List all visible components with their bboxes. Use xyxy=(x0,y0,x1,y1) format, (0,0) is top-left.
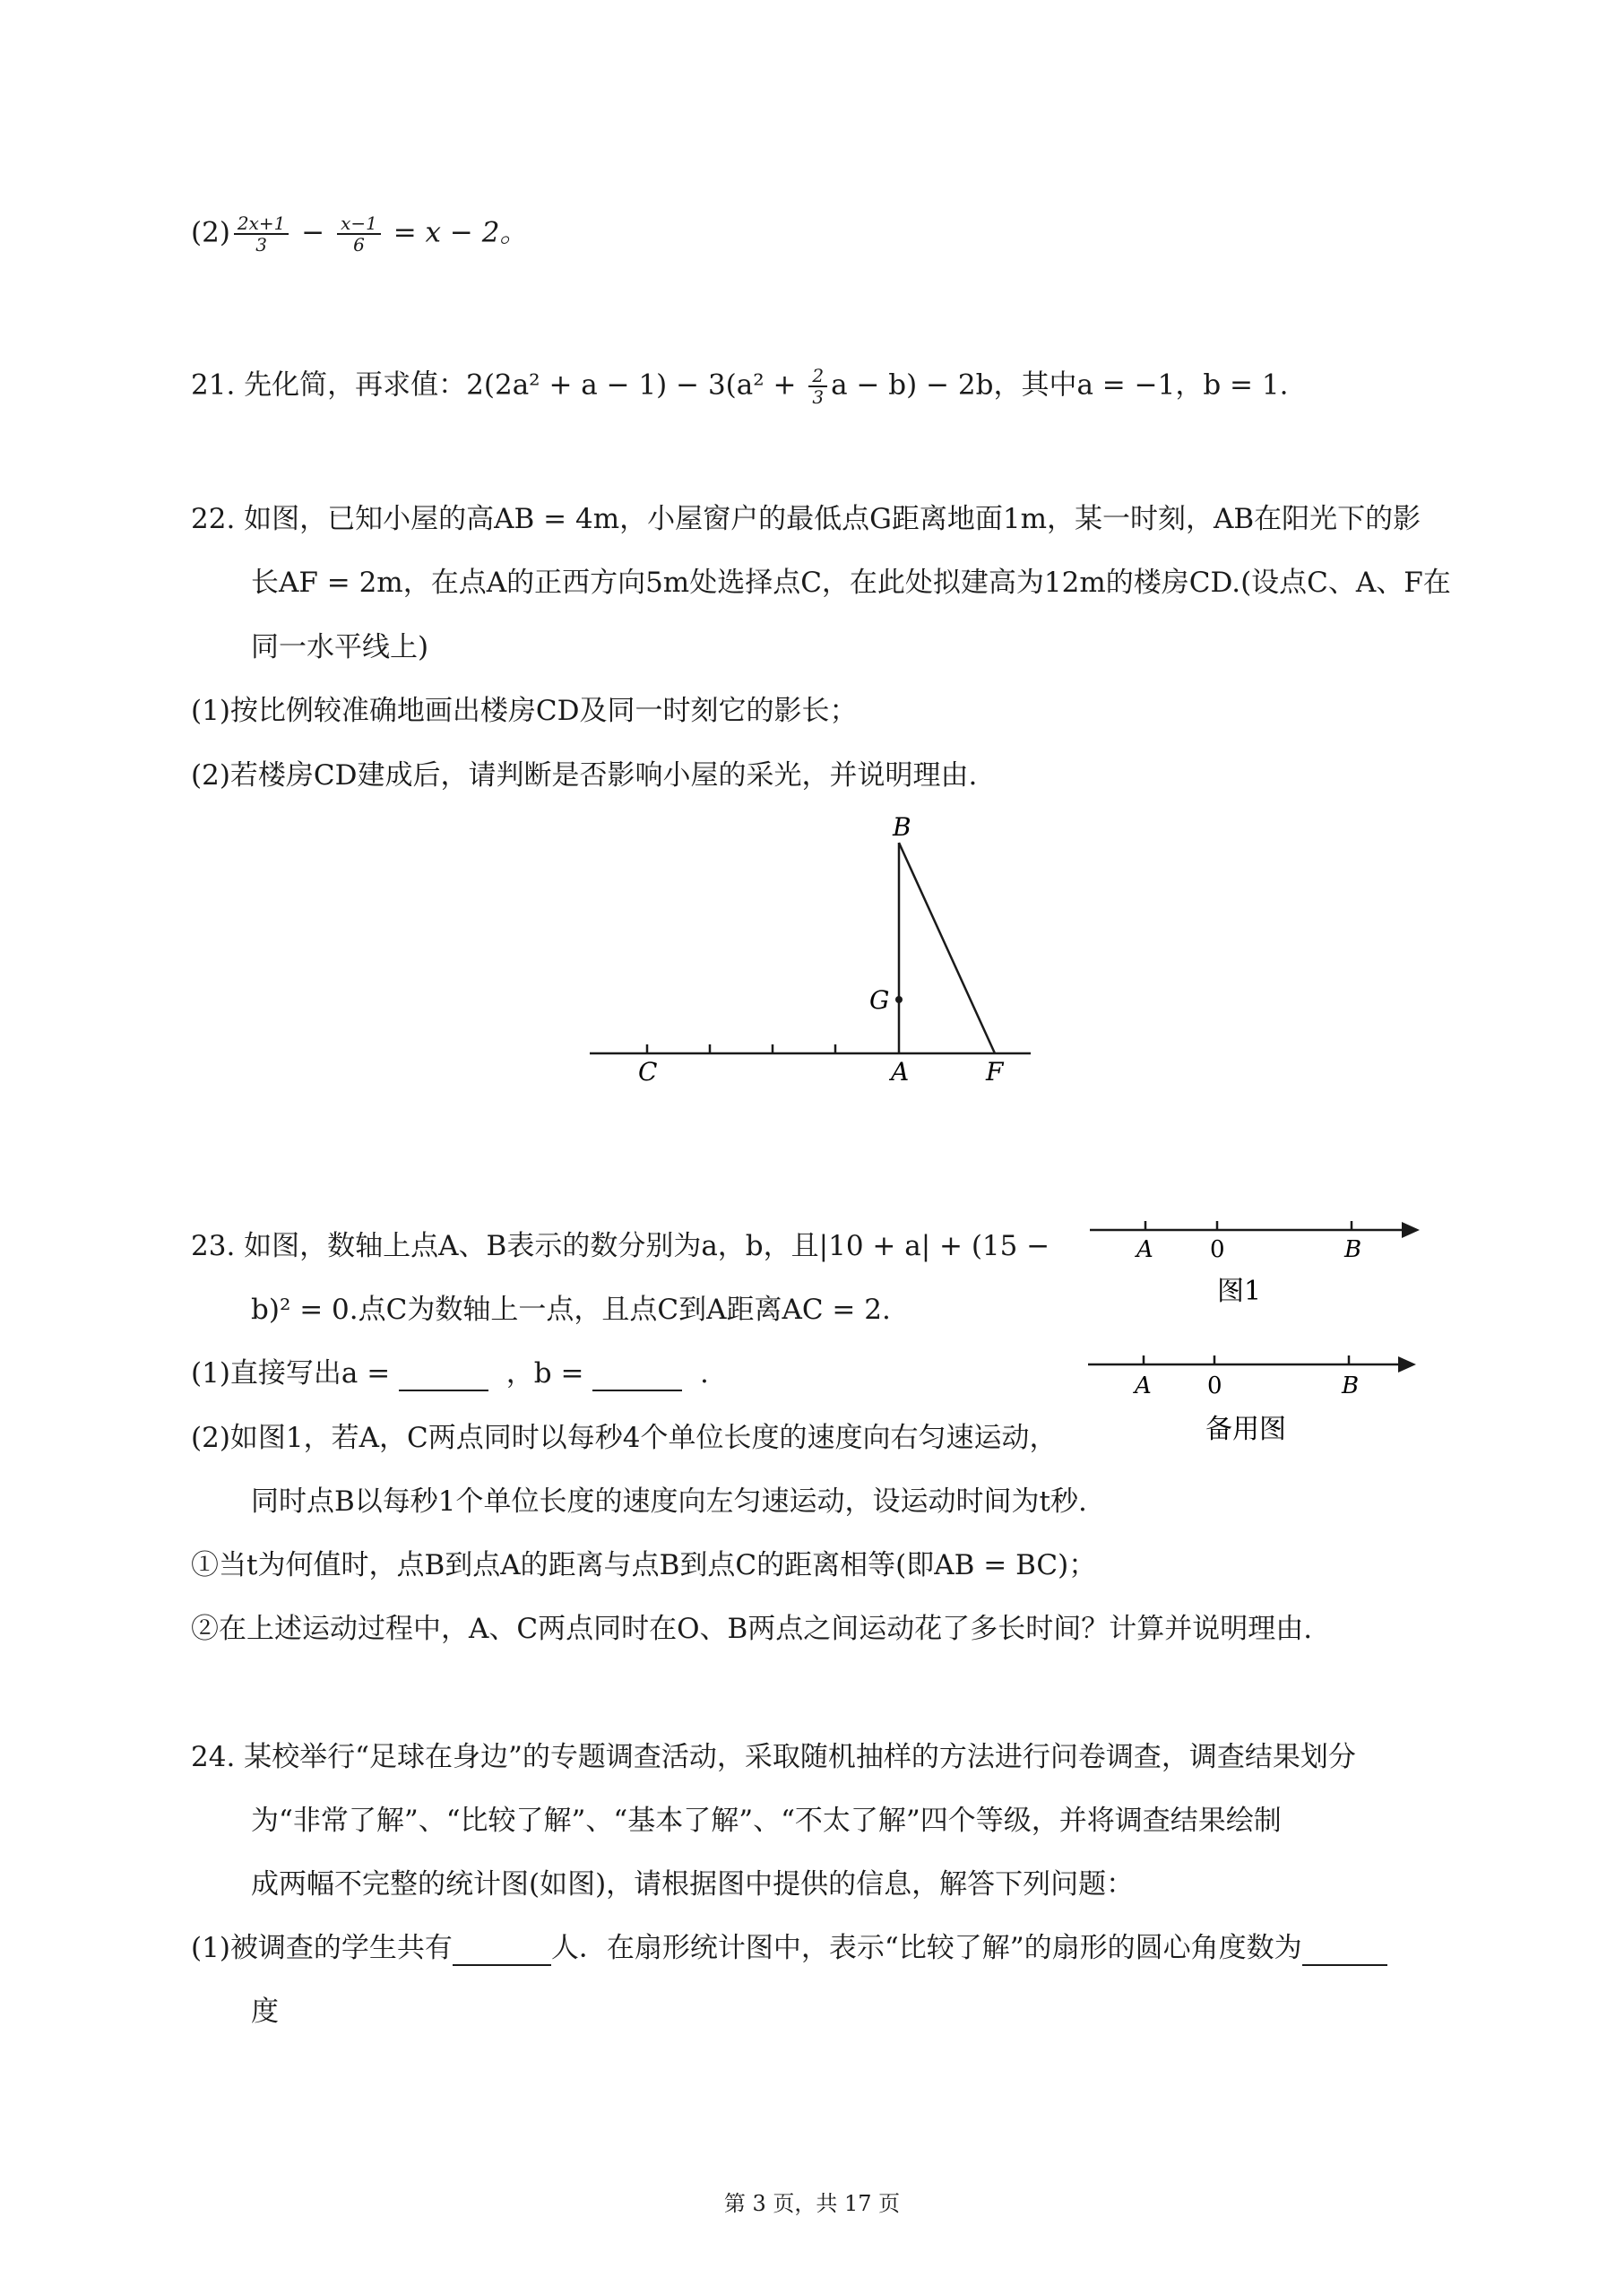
q23-blank-a xyxy=(399,1363,488,1391)
page-footer: 第 3 页，共 17 页 xyxy=(723,2191,901,2216)
fig2-caption: 备用图 xyxy=(1205,1414,1286,1445)
fig1-label-a: A xyxy=(1136,1236,1153,1263)
q20-fraction-2 xyxy=(337,213,381,255)
q23-line2: b)² = 0.点C为数轴上一点，且点C到A距离AC = 2. xyxy=(251,1294,891,1326)
q22-line1: 22. 如图，已知小屋的高AB = 4m，小屋窗户的最低点G距离地面1m，某一时刻，AB在阳光下的影 xyxy=(191,503,1421,535)
q23-sub1-b: ，b = xyxy=(505,1357,593,1390)
q23-figure-1 xyxy=(1084,1210,1443,1318)
q20-frac2-denominator: 6 xyxy=(353,234,365,255)
fig1-caption: 图1 xyxy=(1217,1276,1262,1307)
fig1-label-o: 0 xyxy=(1210,1236,1225,1263)
q24-blank-angle xyxy=(1302,1937,1387,1966)
q22-sub2: (2)若楼房CD建成后，请判断是否影响小屋的采光，并说明理由. xyxy=(191,759,978,792)
label-f: F xyxy=(986,1057,1004,1087)
arrow-head-2 xyxy=(1398,1356,1416,1373)
fig1-label-b: B xyxy=(1344,1236,1362,1263)
arrow-head-1 xyxy=(1402,1222,1420,1238)
q23-figure-spare xyxy=(1084,1345,1443,1461)
q22-line2: 长AF = 2m，在点A的正西方向5m处选择点C，在此处拟建高为12m的楼房CD.(设点C、A、F在 xyxy=(251,567,1451,599)
q24-line2: 为“非常了解”、“比较了解”、“基本了解”、“不太了解”四个等级，并将调查结果绘制 xyxy=(251,1805,1282,1837)
q23-sub2: (2)如图1，若A，C两点同时以每秒4个单位长度的速度向右匀速运动， xyxy=(191,1422,1058,1454)
q23-circle2: ②在上述运动过程中，A、C两点同时在O、B两点之间运动花了多长时间？计算并说明理由. xyxy=(191,1613,1313,1645)
label-c: C xyxy=(638,1057,658,1087)
q20-frac2-numerator: x−1 xyxy=(337,213,381,235)
q20-frac1-denominator: 3 xyxy=(255,234,268,255)
q22-figure xyxy=(574,807,1058,1094)
q22-sub1: (1)按比例较准确地画出楼房CD及同一时刻它的影长； xyxy=(191,695,858,727)
q22-line3: 同一水平线上) xyxy=(251,631,429,663)
sun-ray-bf xyxy=(899,843,995,1053)
label-b: B xyxy=(893,812,911,842)
q20-rhs: = x − 2。 xyxy=(384,216,528,249)
q21-fraction xyxy=(808,366,827,407)
q23-line1: 23. 如图，数轴上点A、B表示的数分别为a，b，且|10 + a| + (15 − xyxy=(191,1230,1050,1262)
q21-frac-numerator: 2 xyxy=(808,366,827,387)
q23-circle1: ①当t为何值时，点B到点A的距离与点B到点C的距离相等(即AB = BC)； xyxy=(191,1549,1097,1581)
q24-sub1-c: 度 xyxy=(251,1996,279,2028)
q23-sub1 xyxy=(191,1355,709,1391)
point-g xyxy=(895,996,903,1003)
q21-text xyxy=(191,366,1288,407)
q24-line1: 24. 某校举行“足球在身边”的专题调查活动，采取随机抽样的方法进行问卷调查，调查结果划分 xyxy=(191,1741,1356,1773)
q21-tail: a − b) − 2b，其中a = −1，b = 1. xyxy=(831,368,1289,402)
label-g: G xyxy=(869,985,890,1015)
q20-fraction-1 xyxy=(234,213,289,255)
q23-sub1-c: . xyxy=(700,1357,709,1390)
q20-part2 xyxy=(191,213,527,255)
fig2-label-a: A xyxy=(1135,1373,1152,1399)
q24-line3: 成两幅不完整的统计图(如图)，请根据图中提供的信息，解答下列问题： xyxy=(251,1868,1135,1901)
q23-blank-b xyxy=(592,1363,682,1391)
fig2-label-b: B xyxy=(1342,1373,1360,1399)
q21-lead: 21. 先化简，再求值：2(2a² + a − 1) − 3(a² + xyxy=(191,368,806,402)
q23-sub1-a: (1)直接写出a = xyxy=(191,1357,400,1390)
q24-blank-count xyxy=(453,1937,551,1966)
q21-frac-denominator: 3 xyxy=(812,386,825,408)
q24-sub1-a: (1)被调查的学生共有 xyxy=(191,1932,453,1964)
q23-sub2b: 同时点B以每秒1个单位长度的速度向左匀速运动，设运动时间为t秒. xyxy=(251,1485,1087,1518)
q24-sub1 xyxy=(191,1930,1387,1966)
label-a: A xyxy=(891,1057,910,1087)
q20-minus: − xyxy=(292,216,334,249)
q20-prefix: (2) xyxy=(191,216,230,249)
fig2-label-o: 0 xyxy=(1207,1373,1222,1399)
q20-frac1-numerator: 2x+1 xyxy=(234,213,289,235)
q24-sub1-b: 人．在扇形统计图中，表示“比较了解”的扇形的圆心角度数为 xyxy=(550,1932,1302,1964)
